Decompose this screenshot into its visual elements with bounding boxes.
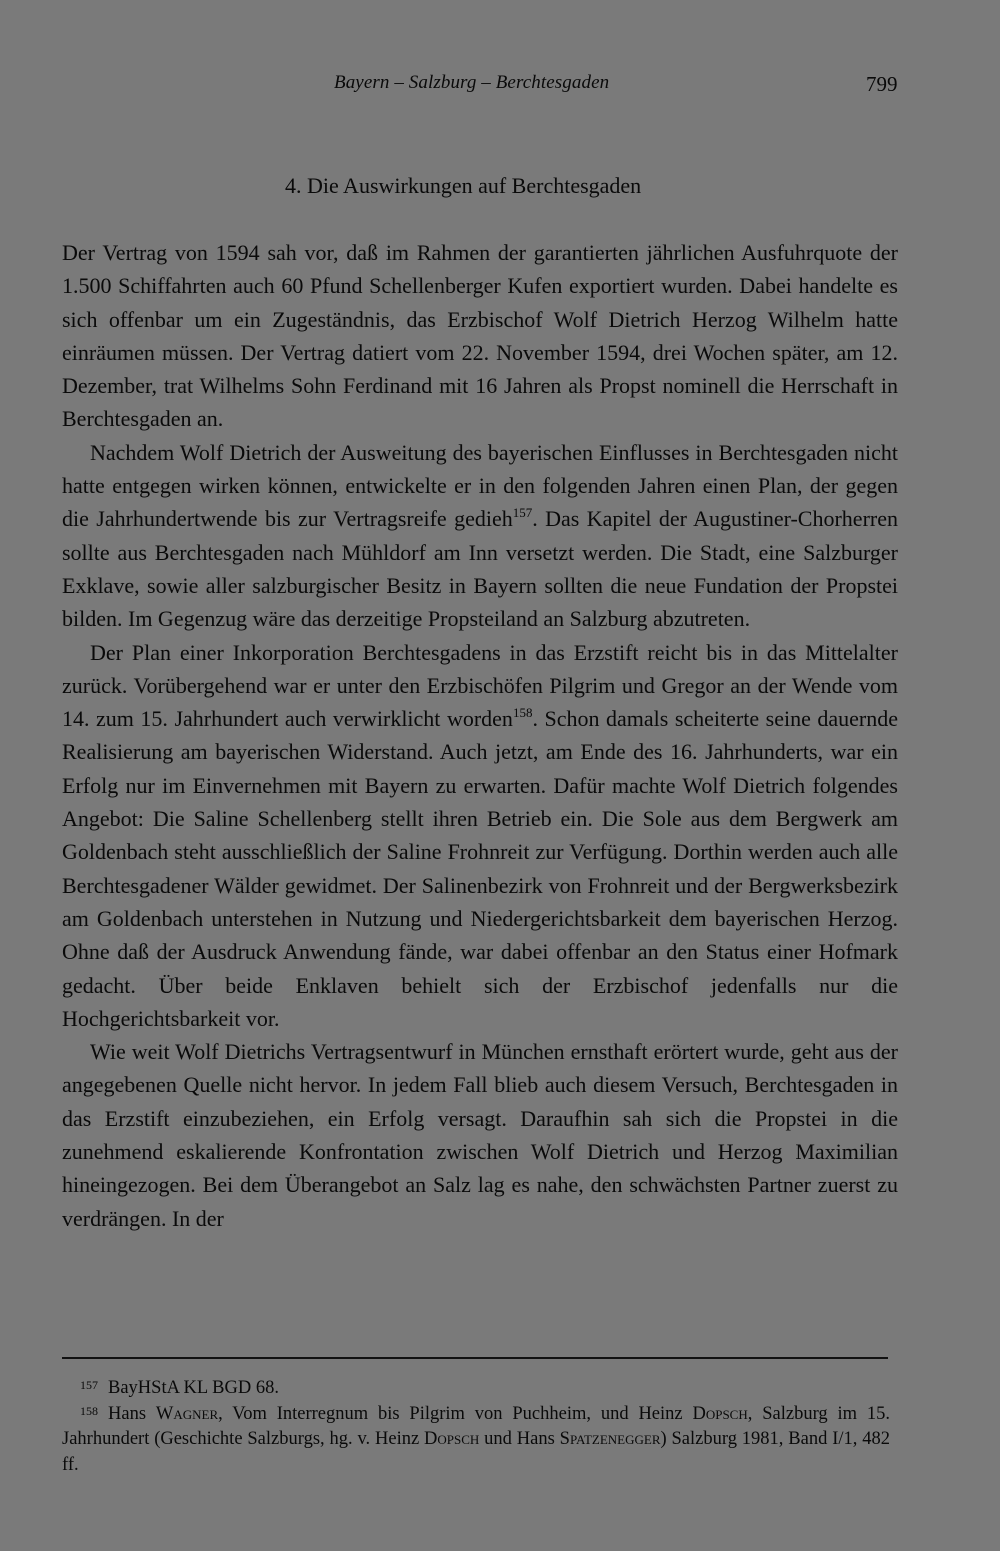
footnote-text: BayHStA KL BGD 68. [108,1378,279,1398]
footnote-text-d: und Hans [479,1429,560,1449]
section-heading: 4. Die Auswirkungen auf Berchtesgaden [285,173,642,198]
footnotes [62,1376,890,1478]
paragraph-2-text-a: Nachdem Wolf Dietrich der Ausweitung des bayerischen Einflusses in Berchtesgaden nicht hatte entgegen wirken können, entwickelte er in den folgenden Jahren einen Plan, der gegen die Jahrhundertwende bis zur Vertragsreife gedieh [62,439,898,532]
footnote-text-b: , Vom Interregnum bis Pilgrim von Puchheim, und Heinz [218,1403,693,1424]
paragraph-3 [62,636,898,1036]
footnote-editor-dopsch: Dopsch [424,1429,480,1449]
footnote-author-wagner: Wagner [155,1403,219,1424]
paragraph-4: Wie weit Wolf Dietrichs Vertragsentwurf in München ernsthaft erörtert wurde, geht aus der angegebenen Quelle nicht hervor. In jedem Fall blieb auch diesem Versuch, Berchtesgaden in das Erzstift einzubeziehen, ein Erfolg versagt. Daraufhin sah sich die Propstei in die zunehmend eskalierende Konfrontation zwischen Wolf Dietrich und Herzog Maximilian hineingezogen. Bei dem Überangebot an Salz lag es nahe, den schwächsten Partner zuerst zu verdrängen. In der [62,1039,898,1231]
body-text [62,236,898,1235]
footnote-157 [62,1376,890,1402]
footnote-text-e: ) Salzburg 1981, Band I/1, 482 ff. [62,1429,890,1475]
page-number: 799 [866,72,898,96]
footnote-reference-157: 157 [512,505,533,521]
footnote-divider [62,1357,888,1359]
footnote-author-dopsch: Dopsch [692,1403,748,1424]
paragraph-2-text-b: . Das Kapitel der Augustiner-Chorherren sollte aus Berchtesgaden nach Mühldorf am Inn versetzt werden. Die Stadt, eine Salzburger Exklave, sowie aller salzburgischer Besitz in Bayern sollten die neue Fundation der Propstei bilden. Im Gegenzug wäre das derzeitige Propsteiland an Salzburg abzutreten. [62,506,898,632]
paragraph-2 [62,436,898,636]
paragraph-1: Der Vertrag von 1594 sah vor, daß im Rahmen der garantierten jährlichen Ausfuhrquote der 1.500 Schiffahrten auch 60 Pfund Schellenberger Kufen exportiert wurden. Dabei handelte es sich offenbar um ein Zugeständnis, das Erzbischof Wolf Dietrich Herzog Wilhelm hatte einräumen müssen. Der Vertrag datiert vom 22. November 1594, drei Wochen später, am 12. Dezember, trat Wilhelms Sohn Ferdinand mit 16 Jahren als Propst nominell die Herrschaft in Berchtesgaden an. [62,240,898,432]
running-head: Bayern – Salzburg – Berchtesgaden [334,72,610,93]
footnote-number: 158 [80,1403,98,1418]
footnote-number: 157 [80,1378,98,1392]
footnote-reference-158: 158 [512,704,533,720]
paragraph-3-text-a: Der Plan einer Inkorporation Berchtesgadens in das Erzstift reicht bis in das Mittelalter zurück. Vorübergehend war er unter den Erzbischöfen Pilgrim und Gregor an der Wende vom 14. zum 15. Jahrhundert auch verwirklicht worden [62,639,898,732]
footnote-text-c: , Salzburg im 15. Jahrhundert (Geschichte Salzburgs, hg. v. Heinz [62,1403,890,1449]
footnote-editor-spatzenegger: Spatzenegger [559,1429,661,1449]
footnote-158 [62,1402,890,1479]
footnote-text-a: Hans [108,1403,156,1424]
paragraph-3-text-b: . Schon damals scheiterte seine dauernde Realisierung am bayerischen Widerstand. Auch jetzt, am Ende des 16. Jahrhunderts, war ein Erfolg nur im Einvernehmen mit Bayern zu erwarten. Dafür machte Wolf Dietrich folgendes Angebot: Die Saline Schellenberg stellt ihren Betrieb ein. Die Sole aus dem Bergwerk am Goldenbach steht ausschließlich der Saline Frohnreit zur Verfügung. Dorthin werden auch alle Berchtesgadener Wälder gewidmet. Der Salinenbezirk von Frohnreit und der Bergwerksbezirk am Goldenbach unterstehen in Nutzung und Niedergerichtsbarkeit dem bayerischen Herzog. Ohne daß der Ausdruck Anwendung fände, war dabei offenbar an den Status einer Hofmark gedacht. Über beide Enklaven behielt sich der Erzbischof jedenfalls nur die Hochgerichtsbarkeit vor. [62,706,899,1031]
